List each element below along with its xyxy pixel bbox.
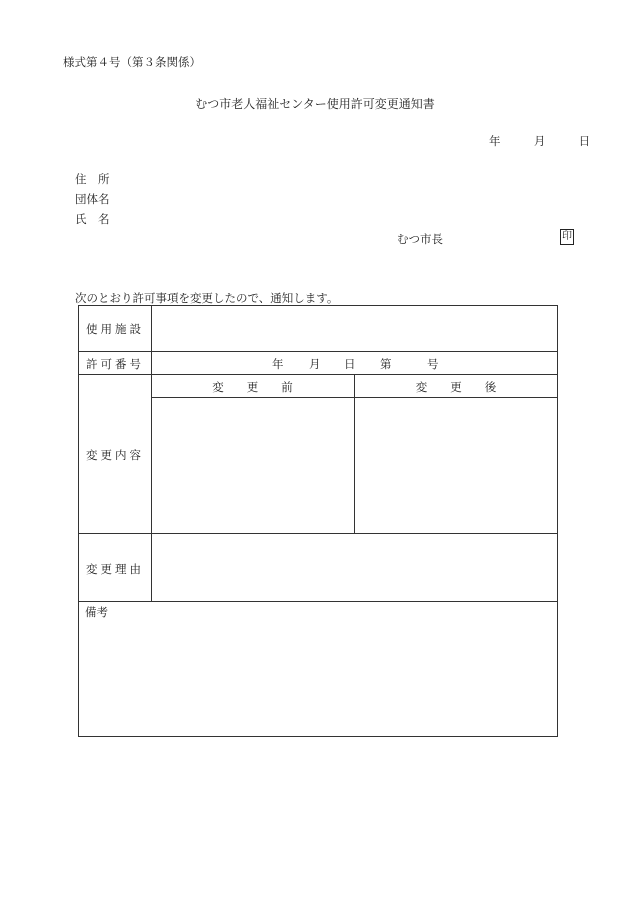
name-label: 氏 名 xyxy=(75,212,110,226)
before-change-header: 変 更 前 xyxy=(212,380,293,394)
change-reason-label: 変更理由 xyxy=(86,562,144,576)
intro-text: 次のとおり許可事項を変更したので、通知します。 xyxy=(75,291,339,305)
column-divider xyxy=(151,306,152,601)
issuer-title: むつ市長 xyxy=(397,232,443,246)
address-label: 住 所 xyxy=(75,172,110,186)
group-name-label: 団体名 xyxy=(75,192,110,206)
document-title: むつ市老人福祉センター使用許可変更通知書 xyxy=(195,97,435,111)
notice-table xyxy=(78,305,558,737)
column-divider xyxy=(354,374,355,533)
form-number: 様式第４号（第３条関係） xyxy=(63,55,201,69)
date-year: 年 xyxy=(489,134,501,148)
permit-month: 月 xyxy=(309,357,321,371)
row-divider xyxy=(79,601,557,602)
facility-label: 使用施設 xyxy=(86,322,144,336)
permit-number-label: 許可番号 xyxy=(86,357,144,371)
after-change-header: 変 更 後 xyxy=(415,380,497,394)
remarks-label: 備考 xyxy=(85,605,108,619)
change-contents-label: 変更内容 xyxy=(86,448,144,462)
permit-day: 日 xyxy=(344,357,356,371)
date-month: 月 xyxy=(533,134,546,148)
permit-dai: 第 xyxy=(380,357,392,371)
permit-year: 年 xyxy=(272,357,284,371)
permit-go: 号 xyxy=(427,357,439,371)
seal-mark: 印 xyxy=(560,229,574,245)
date-line xyxy=(489,133,590,149)
date-day: 日 xyxy=(578,134,591,148)
